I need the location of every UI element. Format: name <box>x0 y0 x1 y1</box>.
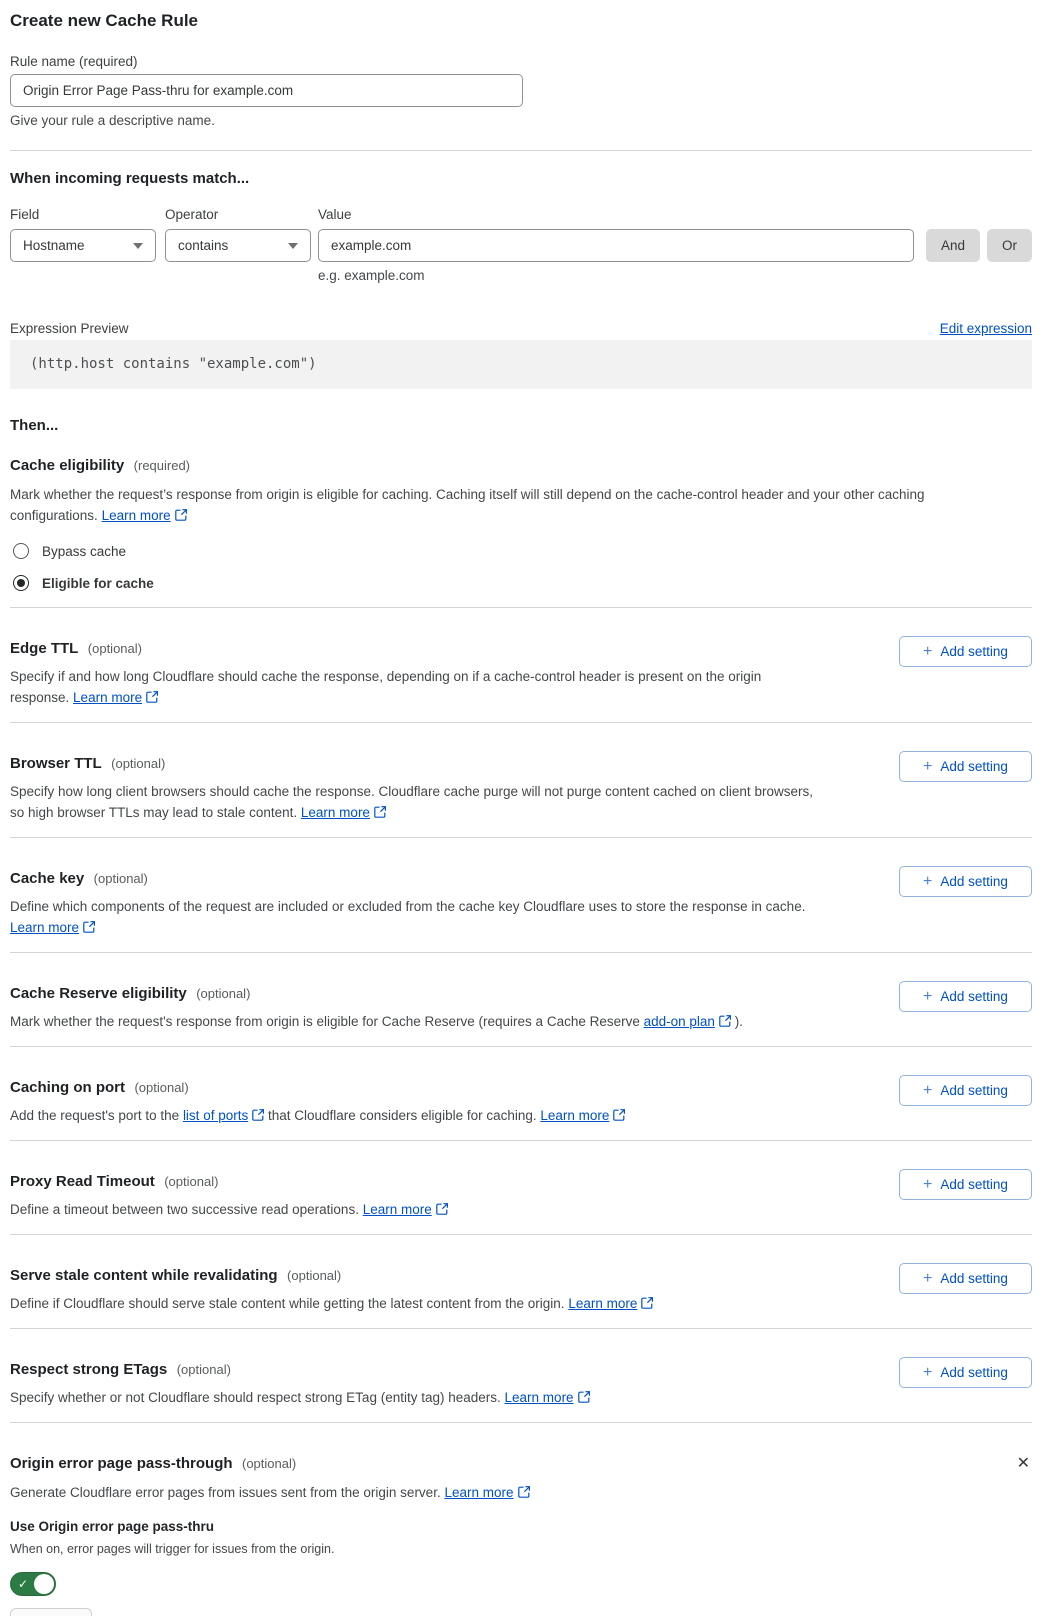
section-qualifier: (optional) <box>87 641 142 656</box>
learn-more-link[interactable]: Learn more <box>10 920 80 935</box>
expression-preview-code: (http.host contains "example.com") <box>10 340 1032 389</box>
cache-eligibility-options <box>10 543 1032 591</box>
add-on-plan-link[interactable]: add-on plan <box>643 1014 715 1029</box>
section-description: Specify if and how long Cloudflare should cache the response, depending on if a cache-control header is present on the origin response. Learn more <box>10 666 822 709</box>
match-builder-row <box>10 206 1032 285</box>
add-setting-button[interactable] <box>899 866 1032 897</box>
section-qualifier: (optional) <box>176 1362 231 1377</box>
expression-preview-label: Expression Preview <box>10 321 129 336</box>
section-title: Cache Reserve eligibility <box>10 985 187 1002</box>
origin-error-title: Origin error page pass-through <box>10 1455 233 1472</box>
cache-eligibility-heading <box>10 456 1032 476</box>
value-helper: e.g. example.com <box>318 268 425 283</box>
cache-eligibility-qualifier: (required) <box>133 458 191 473</box>
section-qualifier: (optional) <box>134 1080 189 1095</box>
plus-icon: + <box>923 1269 933 1287</box>
section-heading <box>10 1360 883 1380</box>
origin-error-description: Generate Cloudflare error pages from issues sent from the origin server. Learn more <box>10 1482 1000 1504</box>
toggle-knob <box>34 1574 54 1594</box>
pass-thru-toggle[interactable] <box>10 1572 56 1596</box>
plus-icon: + <box>923 872 933 890</box>
external-link-icon <box>175 506 187 527</box>
plus-icon: + <box>923 1081 933 1099</box>
optional-settings-list <box>10 607 1032 1422</box>
optional-setting-section <box>10 1234 1032 1328</box>
external-link-icon <box>719 1012 731 1033</box>
add-setting-button[interactable] <box>899 1263 1032 1294</box>
section-title: Proxy Read Timeout <box>10 1173 155 1190</box>
add-setting-label: Add setting <box>940 759 1008 774</box>
add-setting-label: Add setting <box>940 874 1008 889</box>
external-link-icon <box>518 1483 530 1504</box>
section-heading <box>10 1266 883 1286</box>
section-heading <box>10 1172 883 1192</box>
origin-error-qualifier: (optional) <box>241 1456 297 1471</box>
add-setting-button[interactable] <box>899 1357 1032 1388</box>
section-title: Edge TTL <box>10 640 79 657</box>
add-setting-label: Add setting <box>940 644 1008 659</box>
external-link-icon <box>374 803 386 824</box>
external-link-icon <box>436 1200 448 1221</box>
plus-icon: + <box>923 1175 933 1193</box>
rule-name-label: Rule name (required) <box>10 54 138 69</box>
section-qualifier: (optional) <box>164 1174 219 1189</box>
rule-name-input[interactable] <box>10 74 523 107</box>
external-link-icon <box>252 1106 264 1127</box>
learn-more-link[interactable]: Learn more <box>504 1390 574 1405</box>
section-qualifier: (optional) <box>196 986 251 1001</box>
field-label: Field <box>10 207 40 222</box>
external-link-icon <box>578 1388 590 1409</box>
radio-option-bypass-cache[interactable] <box>10 543 1032 559</box>
rule-name-helper: Give your rule a descriptive name. <box>10 113 215 128</box>
add-setting-label: Add setting <box>940 1083 1008 1098</box>
add-setting-label: Add setting <box>940 1365 1008 1380</box>
field-select[interactable] <box>10 229 156 262</box>
plus-icon: + <box>923 987 933 1005</box>
optional-setting-section <box>10 1046 1032 1140</box>
section-title: Serve stale content while revalidating <box>10 1267 278 1284</box>
origin-error-page-section <box>10 1422 1032 1616</box>
external-link-icon <box>146 688 158 709</box>
chevron-down-icon <box>133 243 143 249</box>
edit-expression-link[interactable]: Edit expression <box>939 321 1032 336</box>
operator-select[interactable] <box>165 229 311 262</box>
field-select-value: Hostname <box>23 238 85 253</box>
value-input[interactable] <box>318 229 914 262</box>
external-link-icon <box>83 918 95 939</box>
learn-more-link[interactable]: Learn more <box>362 1202 432 1217</box>
add-setting-button[interactable] <box>899 1169 1032 1200</box>
operator-select-value: contains <box>178 238 229 253</box>
match-heading: When incoming requests match... <box>10 170 250 187</box>
section-qualifier: (optional) <box>287 1268 342 1283</box>
add-setting-button[interactable] <box>899 636 1032 667</box>
section-heading <box>10 754 883 774</box>
value-label: Value <box>318 207 352 222</box>
plus-icon: + <box>923 1363 933 1381</box>
optional-setting-section <box>10 837 1032 952</box>
external-link-icon <box>641 1294 653 1315</box>
section-title: Cache key <box>10 870 85 887</box>
section-title: Browser TTL <box>10 755 102 772</box>
radio-label: Eligible for cache <box>42 575 154 591</box>
add-setting-button[interactable] <box>899 1075 1032 1106</box>
add-setting-label: Add setting <box>940 1177 1008 1192</box>
cache-eligibility-title: Cache eligibility <box>10 457 125 474</box>
add-setting-label: Add setting <box>940 1271 1008 1286</box>
learn-more-link[interactable]: Learn more <box>101 508 171 523</box>
operator-label: Operator <box>165 207 219 222</box>
section-description: Specify whether or not Cloudflare should respect strong ETag (entity tag) headers. Learn more <box>10 1387 822 1409</box>
section-description: Define if Cloudflare should serve stale content while getting the latest content from the origin. Learn more <box>10 1293 822 1315</box>
section-heading <box>10 984 883 1004</box>
section-heading <box>10 869 883 889</box>
divider <box>10 150 1032 151</box>
optional-setting-section <box>10 1140 1032 1234</box>
pass-thru-setting-helper: When on, error pages will trigger for issues from the origin. <box>10 1542 335 1556</box>
learn-more-link[interactable]: Learn more <box>540 1108 610 1123</box>
radio-option-eligible-for-cache[interactable] <box>10 575 1032 591</box>
and-button[interactable]: And <box>926 229 980 262</box>
optional-setting-section <box>10 1328 1032 1422</box>
section-title: Caching on port <box>10 1079 125 1096</box>
section-description: Add the request's port to the list of ports that Cloudflare considers eligible for caching. Learn more <box>10 1105 822 1127</box>
section-description: Define which components of the request are included or excluded from the cache key Cloudflare uses to store the response in cache. Learn more <box>10 896 822 939</box>
radio-label: Bypass cache <box>42 543 127 559</box>
section-description: Specify how long client browsers should cache the response. Cloudflare cache purge will not purge content cached on client browsers, so high browser TTLs may lead to stale content. Learn more <box>10 781 822 824</box>
optional-setting-section <box>10 722 1032 837</box>
optional-setting-section <box>10 952 1032 1046</box>
page-title: Create new Cache Rule <box>10 11 199 30</box>
section-heading <box>10 639 883 659</box>
plus-icon: + <box>923 642 933 660</box>
section-description: Define a timeout between two successive read operations. Learn more <box>10 1199 822 1221</box>
or-button[interactable]: Or <box>987 229 1032 262</box>
section-description: Mark whether the request's response from origin is eligible for Cache Reserve (requires a Cache Reserve add-on plan ). <box>10 1011 822 1033</box>
origin-error-heading <box>10 1454 296 1474</box>
list-of-ports-link[interactable]: list of ports <box>182 1108 249 1123</box>
cutoff-element-top <box>10 1608 92 1616</box>
then-heading: Then... <box>10 417 59 434</box>
learn-more-link[interactable]: Learn more <box>73 690 143 705</box>
radio-icon[interactable] <box>13 543 29 559</box>
add-setting-label: Add setting <box>940 989 1008 1004</box>
section-title: Respect strong ETags <box>10 1361 168 1378</box>
learn-more-link[interactable]: Learn more <box>444 1485 514 1500</box>
section-qualifier: (optional) <box>111 756 166 771</box>
external-link-icon <box>613 1106 625 1127</box>
radio-icon[interactable] <box>13 575 29 591</box>
section-qualifier: (optional) <box>93 871 148 886</box>
optional-setting-section <box>10 607 1032 722</box>
add-setting-button[interactable] <box>899 981 1032 1012</box>
add-setting-button[interactable] <box>899 751 1032 782</box>
close-icon[interactable]: ✕ <box>1016 1455 1030 1472</box>
checkmark-icon: ✓ <box>18 1577 29 1591</box>
chevron-down-icon <box>288 243 298 249</box>
cache-eligibility-description: Mark whether the request’s response from origin is eligible for caching. Caching itself will still depend on the cache-control header and your other caching configurations. Learn more <box>10 484 1000 527</box>
learn-more-link[interactable]: Learn more <box>568 1296 638 1311</box>
plus-icon: + <box>923 757 933 775</box>
learn-more-link[interactable]: Learn more <box>300 805 370 820</box>
pass-thru-setting-label: Use Origin error page pass-thru <box>10 1519 215 1534</box>
section-heading <box>10 1078 883 1098</box>
